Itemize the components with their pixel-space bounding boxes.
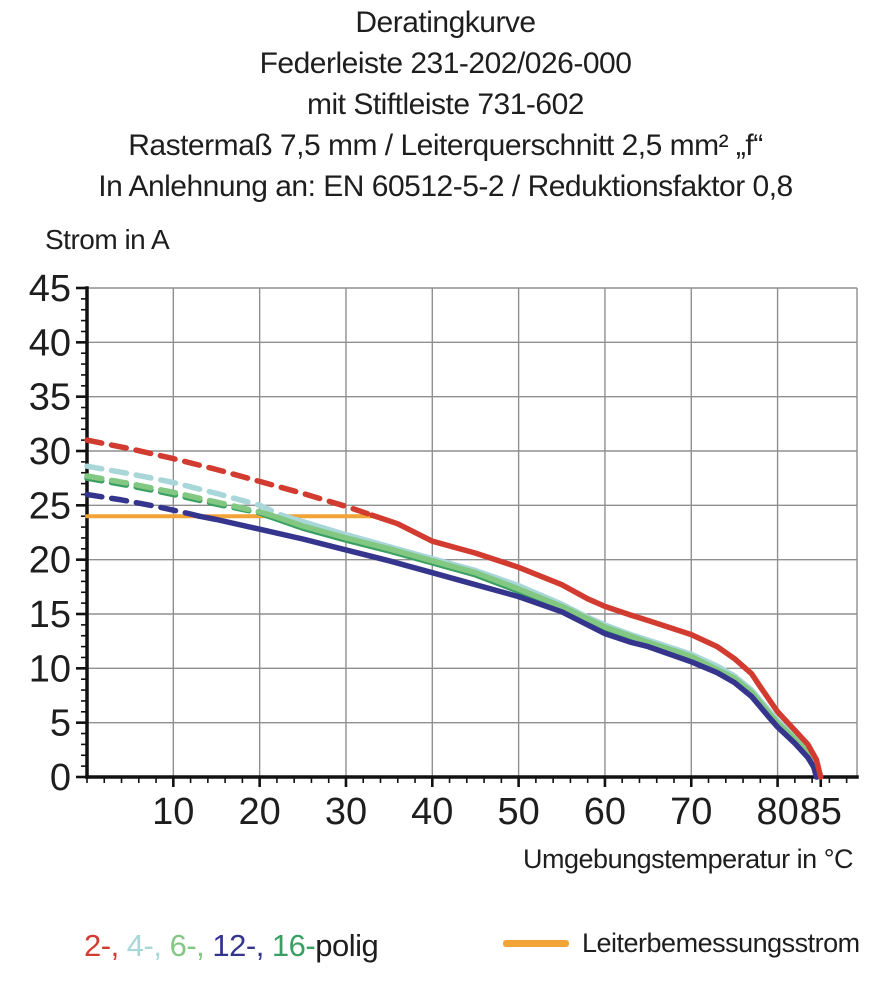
x-tick-label: 80: [756, 791, 799, 833]
x-tick-label: 85: [799, 791, 842, 833]
y-tick-label: 35: [28, 376, 71, 419]
curve-4-polig-dashed: [87, 466, 281, 515]
y-tick-label: 25: [28, 485, 71, 528]
curve-12-polig-solid: [199, 516, 816, 777]
x-tick-label: 50: [497, 791, 540, 833]
y-tick-label: 45: [28, 268, 71, 310]
x-tick-label: 10: [152, 791, 195, 833]
y-tick-label: 0: [49, 757, 71, 799]
x-tick-label: 30: [324, 791, 368, 833]
legend-item-12-polig: 12-,: [212, 928, 272, 963]
x-tick-label: 40: [411, 791, 454, 833]
x-axis-title: Umgebungstemperatur in °C: [523, 844, 853, 874]
legend-item-16-polig: 16-: [271, 928, 316, 963]
curve-6-polig: [87, 476, 818, 777]
x-tick-label: 70: [670, 791, 713, 833]
legend-item-2-polig: 2-,: [84, 928, 127, 963]
rated-current-line-swatch: [503, 940, 569, 947]
rated-current-label: Leiterbemessungsstrom: [582, 928, 860, 958]
tick-marks: [76, 288, 847, 787]
curve-12-polig: [87, 495, 816, 778]
y-tick-label: 10: [28, 648, 71, 691]
y-tick-label: 5: [49, 702, 71, 745]
legend-item-4-polig: 4-,: [126, 928, 170, 963]
y-tick-label: 20: [28, 539, 71, 582]
curve-16-polig: [87, 478, 817, 777]
y-tick-label: 15: [28, 594, 71, 636]
curve-6-polig-dashed: [87, 476, 273, 516]
curve-16-polig-solid: [268, 516, 817, 777]
curve-2-polig-solid: [372, 515, 821, 777]
legend-item-6-polig: 6-,: [169, 928, 213, 963]
legend-polig: [84, 928, 378, 964]
title-line-1: Deratingkurve: [355, 6, 536, 39]
chart-title-block: [0, 2, 891, 207]
legend-polig-suffix: polig: [315, 928, 379, 963]
y-tick-label: 40: [28, 322, 71, 365]
derating-chart: [0, 220, 891, 900]
curve-6-polig-solid: [273, 516, 819, 777]
y-tick-labels: [29, 268, 71, 799]
y-axis-title: Strom in A: [45, 224, 170, 255]
gridlines: [87, 288, 857, 777]
x-tick-label: 20: [238, 791, 281, 833]
title-line-2: Federleiste 231-202/026-000: [259, 47, 632, 80]
x-tick-labels: [152, 791, 842, 833]
title-line-4: Rastermaß 7,5 mm / Leiterquerschnitt 2,5 mm² „f“: [128, 129, 763, 162]
title-line-5: In Anlehnung an: EN 60512-5-2 / Reduktionsfaktor 0,8: [98, 170, 793, 203]
y-tick-label: 30: [28, 431, 71, 473]
title-line-3: mit Stiftleiste 731-602: [307, 88, 584, 121]
legend-rated-current: [503, 928, 860, 959]
x-tick-label: 60: [583, 791, 627, 833]
axes: [87, 288, 857, 777]
